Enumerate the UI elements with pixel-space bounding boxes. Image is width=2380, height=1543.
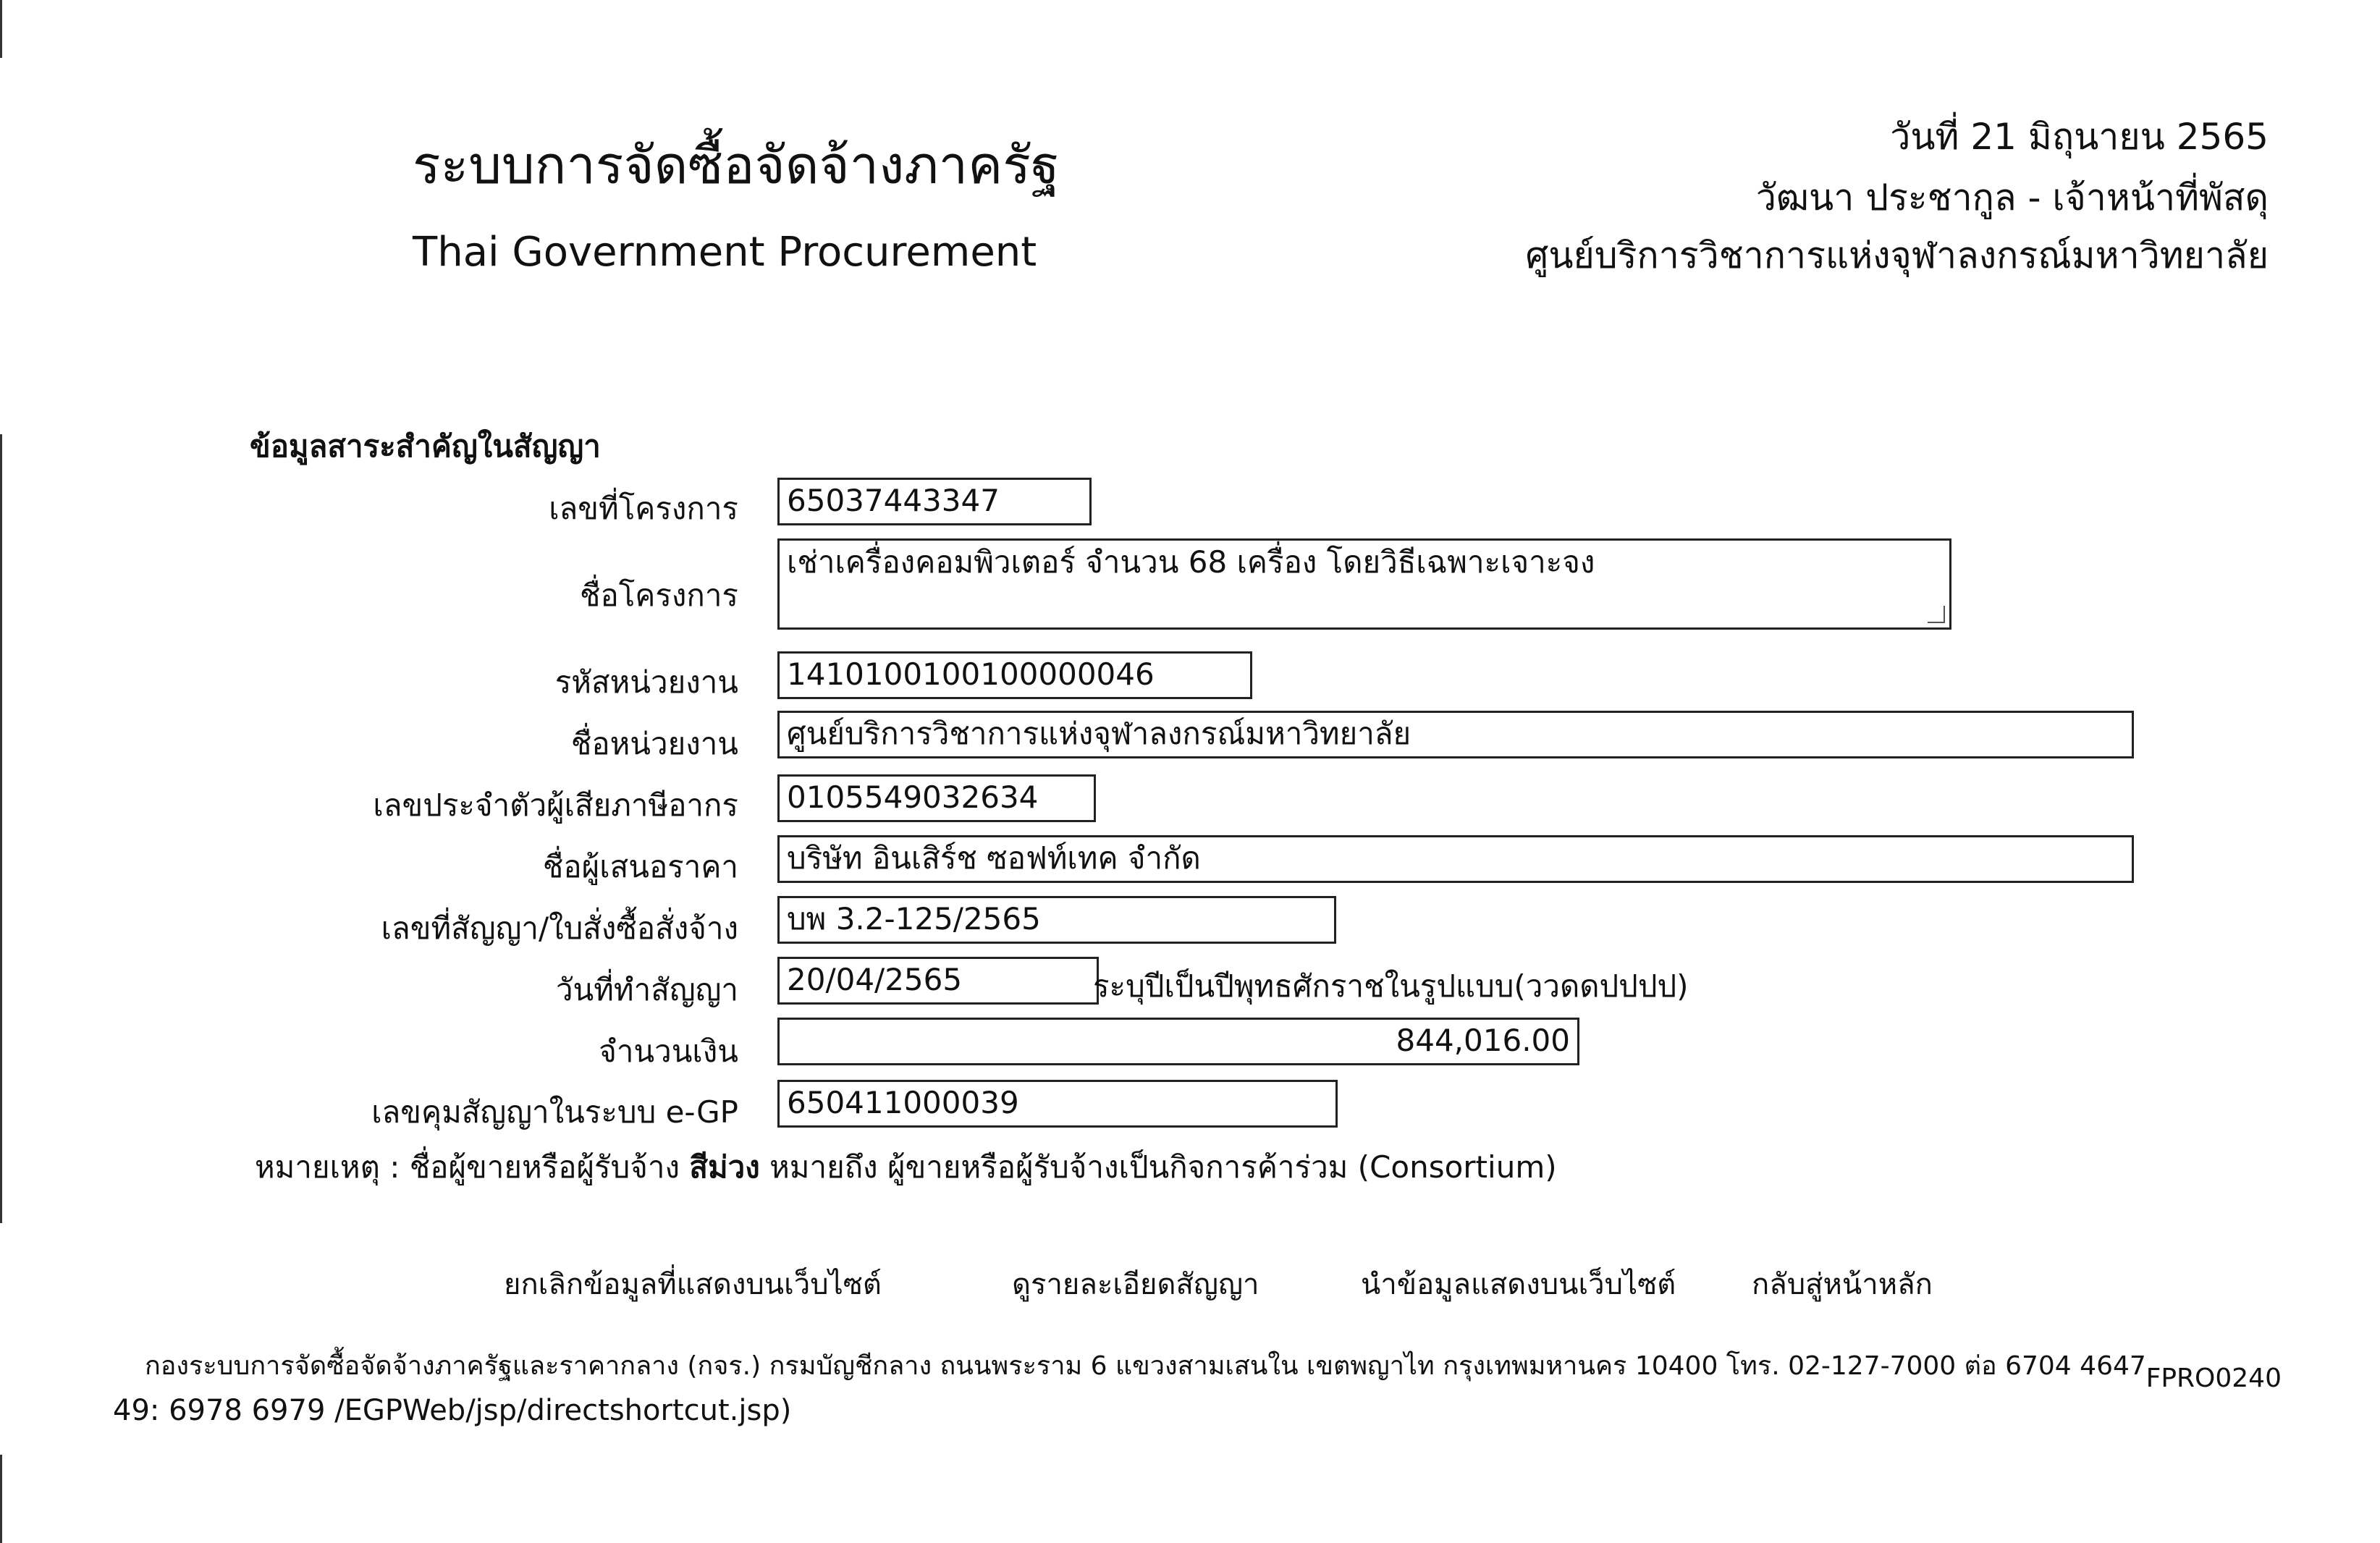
agency-name-field[interactable]: ศูนย์บริการวิชาการแห่งจุฬาลงกรณ์มหาวิทยาลัย <box>777 711 2134 758</box>
contract-no-label: เลขที่สัญญา/ใบสั่งซื้อสั่งจ้าง <box>381 910 738 946</box>
contract-no-field[interactable]: บพ 3.2-125/2565 <box>777 896 1336 944</box>
user-info: วัฒนา ประชากูล - เจ้าหน้าที่พัสดุ <box>1755 177 2269 219</box>
contract-date-field[interactable]: 20/04/2565 <box>777 957 1099 1005</box>
back-home-link[interactable]: กลับสู่หน้าหลัก <box>1752 1268 1933 1301</box>
agency-code-field[interactable]: 1410100100100000046 <box>777 651 1252 699</box>
consortium-remark <box>255 1143 1557 1191</box>
resize-handle-icon[interactable] <box>1928 606 1945 623</box>
page-code: FPRO0240 <box>2145 1364 2282 1393</box>
agency-code-label: รหัสหน่วยงาน <box>554 664 738 700</box>
current-date: วันที่ 21 มิถุนายน 2565 <box>1890 116 2269 158</box>
egp-control-no-field[interactable]: 650411000039 <box>777 1080 1338 1128</box>
tax-id-label: เลขประจำตัวผู้เสียภาษีอากร <box>373 787 738 823</box>
footer-address: กองระบบการจัดซื้อจัดจ้างภาครัฐและราคากลาง (กจร.) กรมบัญชีกลาง ถนนพระราม 6 แขวงสามเสนใน เขตพญาไท กรุงเทพมหานคร 10400 โทร. 02-127-7000 ต่อ 6704 4647 <box>145 1351 2146 1381</box>
publish-link[interactable]: นำข้อมูลแสดงบนเว็บไซต์ <box>1361 1268 1676 1301</box>
project-name-label: ชื่อโครงการ <box>579 578 738 613</box>
edge-line <box>0 1455 2 1543</box>
edge-line <box>0 0 2 58</box>
egp-control-no-label: เลขคุมสัญญาในระบบ e-GP <box>371 1094 738 1130</box>
amount-label: จำนวนเงิน <box>599 1033 738 1069</box>
remark-prefix: หมายเหตุ : ชื่อผู้ขายหรือผู้รับจ้าง <box>255 1149 680 1185</box>
system-title-en: Thai Government Procurement <box>413 229 1037 276</box>
project-name-field[interactable] <box>777 538 1951 630</box>
bidder-name-label: ชื่อผู้เสนอราคา <box>542 849 738 884</box>
remark-highlight: สีม่วง <box>689 1149 760 1185</box>
date-format-hint: ระบุปีเป็นปีพุทธศักราชในรูปแบบ(ววดดปปปป) <box>1093 968 1689 1004</box>
amount-field[interactable]: 844,016.00 <box>777 1018 1579 1065</box>
bidder-name-field[interactable]: บริษัท อินเสิร์ช ซอฟท์เทค จำกัด <box>777 835 2134 883</box>
organization-name: ศูนย์บริการวิชาการแห่งจุฬาลงกรณ์มหาวิทยาลัย <box>1525 234 2269 276</box>
url-fragment: 49: 6978 6979 /EGPWeb/jsp/directshortcut.jsp) <box>113 1394 792 1427</box>
contract-date-label: วันที่ทำสัญญา <box>555 972 738 1007</box>
section-title: ข้อมูลสาระสำคัญในสัญญา <box>250 428 601 464</box>
system-title-th: ระบบการจัดซื้อจัดจ้างภาครัฐ <box>413 135 1060 195</box>
agency-name-label: ชื่อหน่วยงาน <box>570 726 738 761</box>
remark-suffix: หมายถึง ผู้ขายหรือผู้รับจ้างเป็นกิจการค้าร่วม (Consortium) <box>769 1149 1557 1185</box>
tax-id-field[interactable]: 0105549032634 <box>777 774 1096 822</box>
edge-line <box>0 434 2 1223</box>
project-name-value: เช่าเครื่องคอมพิวเตอร์ จำนวน 68 เครื่อง โดยวิธีเฉพาะเจาะจง <box>787 544 1595 580</box>
view-contract-link[interactable]: ดูรายละเอียดสัญญา <box>1012 1268 1259 1301</box>
cancel-display-link[interactable]: ยกเลิกข้อมูลที่แสดงบนเว็บไซต์ <box>504 1268 882 1301</box>
project-no-label: เลขที่โครงการ <box>549 491 738 526</box>
project-no-field[interactable]: 65037443347 <box>777 478 1092 525</box>
